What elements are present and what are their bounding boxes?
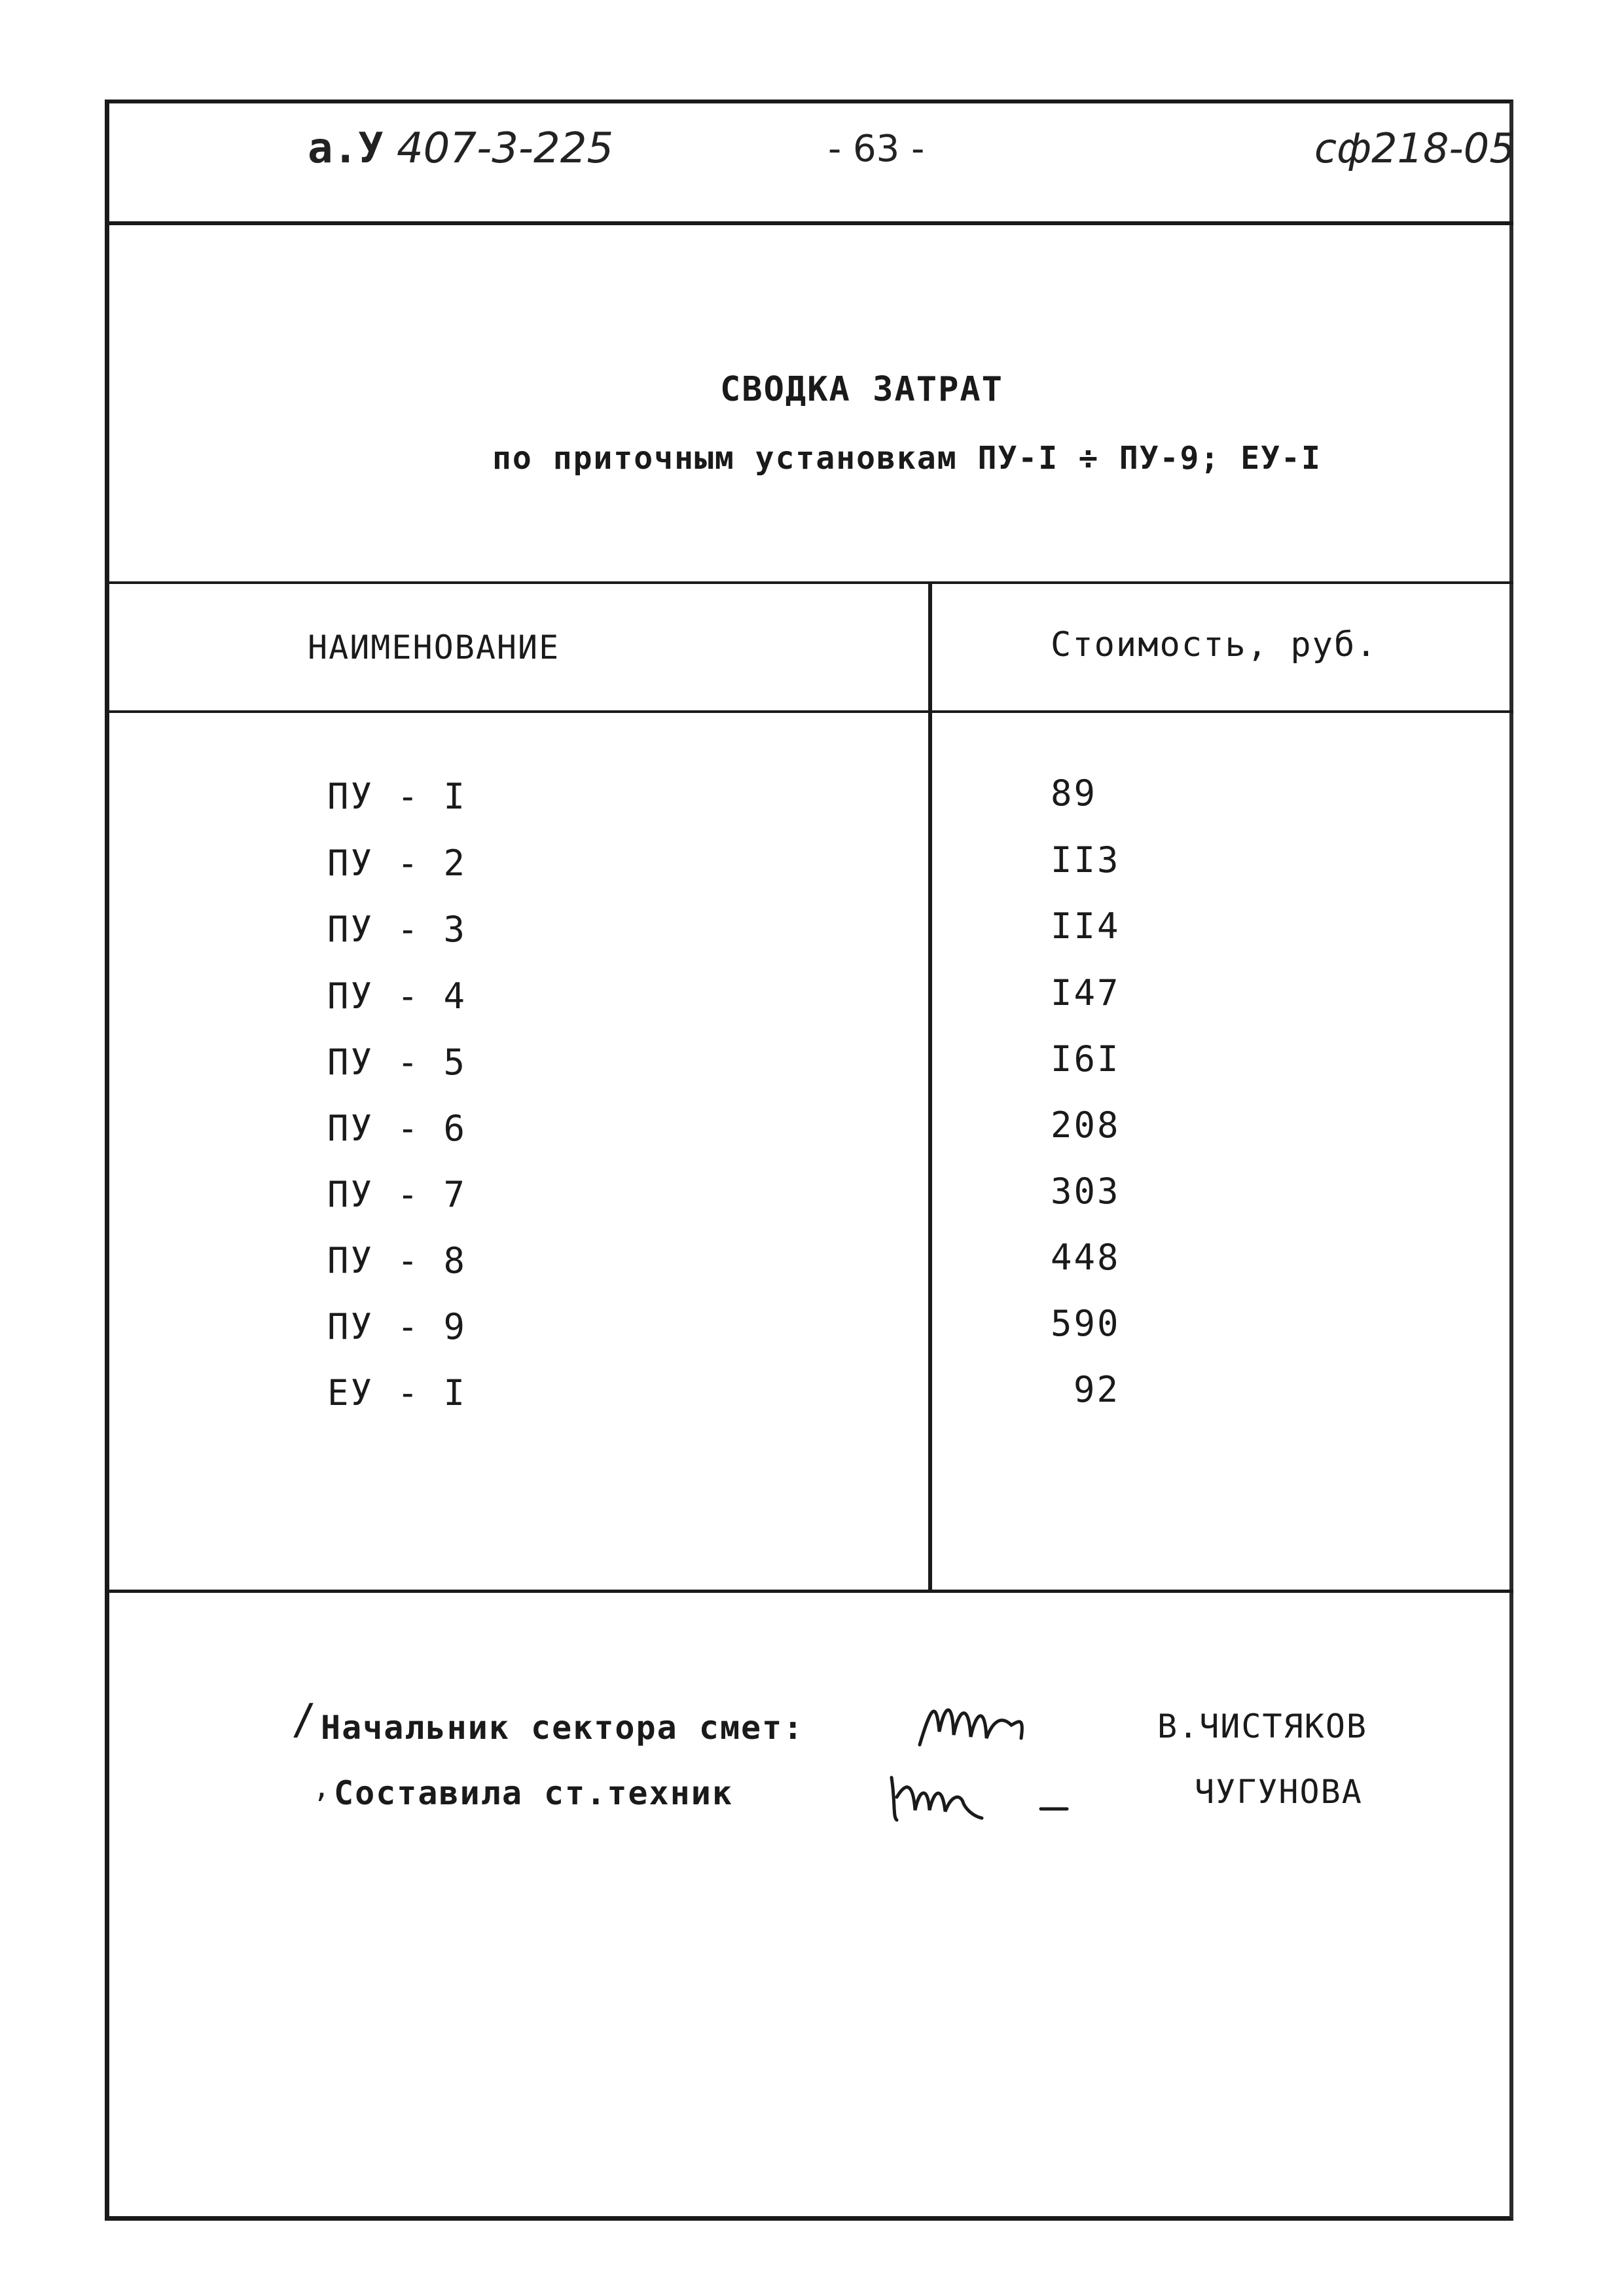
page-title: СВОДКА ЗАТРАТ <box>720 370 1003 409</box>
margin-mark: , <box>313 1771 331 1804</box>
row-cost: II3 <box>1051 839 1121 881</box>
handwritten-signature-2 <box>884 1758 1093 1830</box>
doc-prefix: a.У <box>308 124 384 173</box>
column-header-name: НАИМЕНОВАНИЕ <box>308 629 560 666</box>
page-subtitle: по приточным установкам ПУ-I ÷ ПУ-9; ЕУ-I <box>492 440 1322 477</box>
margin-mark: / <box>291 1696 317 1744</box>
header-divider <box>105 221 1513 225</box>
column-divider <box>928 581 932 1590</box>
row-name: ПУ - 5 <box>327 1042 467 1083</box>
row-cost: II4 <box>1051 905 1121 947</box>
table-header-divider <box>105 710 1513 713</box>
table-top-divider <box>105 581 1513 584</box>
page-number: - 63 - <box>828 128 925 170</box>
signature-name-2: ЧУГУНОВА <box>1195 1773 1363 1811</box>
row-name: ПУ - 6 <box>327 1108 467 1149</box>
row-cost: I47 <box>1051 972 1121 1013</box>
row-cost: I6I <box>1051 1038 1121 1080</box>
page-border <box>105 100 1513 2221</box>
row-name: ПУ - 8 <box>327 1240 467 1281</box>
row-name: ЕУ - I <box>327 1372 467 1413</box>
column-header-cost: Стоимость, руб. <box>1051 625 1378 665</box>
sheet-code: сф218-05 <box>1314 124 1515 172</box>
row-cost: 303 <box>1051 1171 1121 1212</box>
row-cost: 448 <box>1051 1237 1121 1278</box>
table-bottom-divider <box>105 1590 1513 1593</box>
row-name: ПУ - I <box>327 776 467 817</box>
row-cost: 89 <box>1051 773 1098 814</box>
doc-code: 407-3-225 <box>396 124 614 173</box>
row-cost: 92 <box>1074 1369 1121 1410</box>
row-name: ПУ - 4 <box>327 975 467 1017</box>
row-name: ПУ - 9 <box>327 1306 467 1347</box>
signature-role-1: Начальник сектора смет: <box>321 1709 804 1747</box>
signature-name-1: В.ЧИСТЯКОВ <box>1157 1707 1368 1745</box>
row-cost: 208 <box>1051 1104 1121 1146</box>
handwritten-signature-1 <box>913 1686 1096 1758</box>
row-name: ПУ - 3 <box>327 909 467 950</box>
row-cost: 590 <box>1051 1303 1121 1344</box>
row-name: ПУ - 7 <box>327 1174 467 1215</box>
signature-role-2: Составила ст.техник <box>334 1774 733 1812</box>
doc-reference <box>308 124 613 173</box>
row-name: ПУ - 2 <box>327 843 467 884</box>
